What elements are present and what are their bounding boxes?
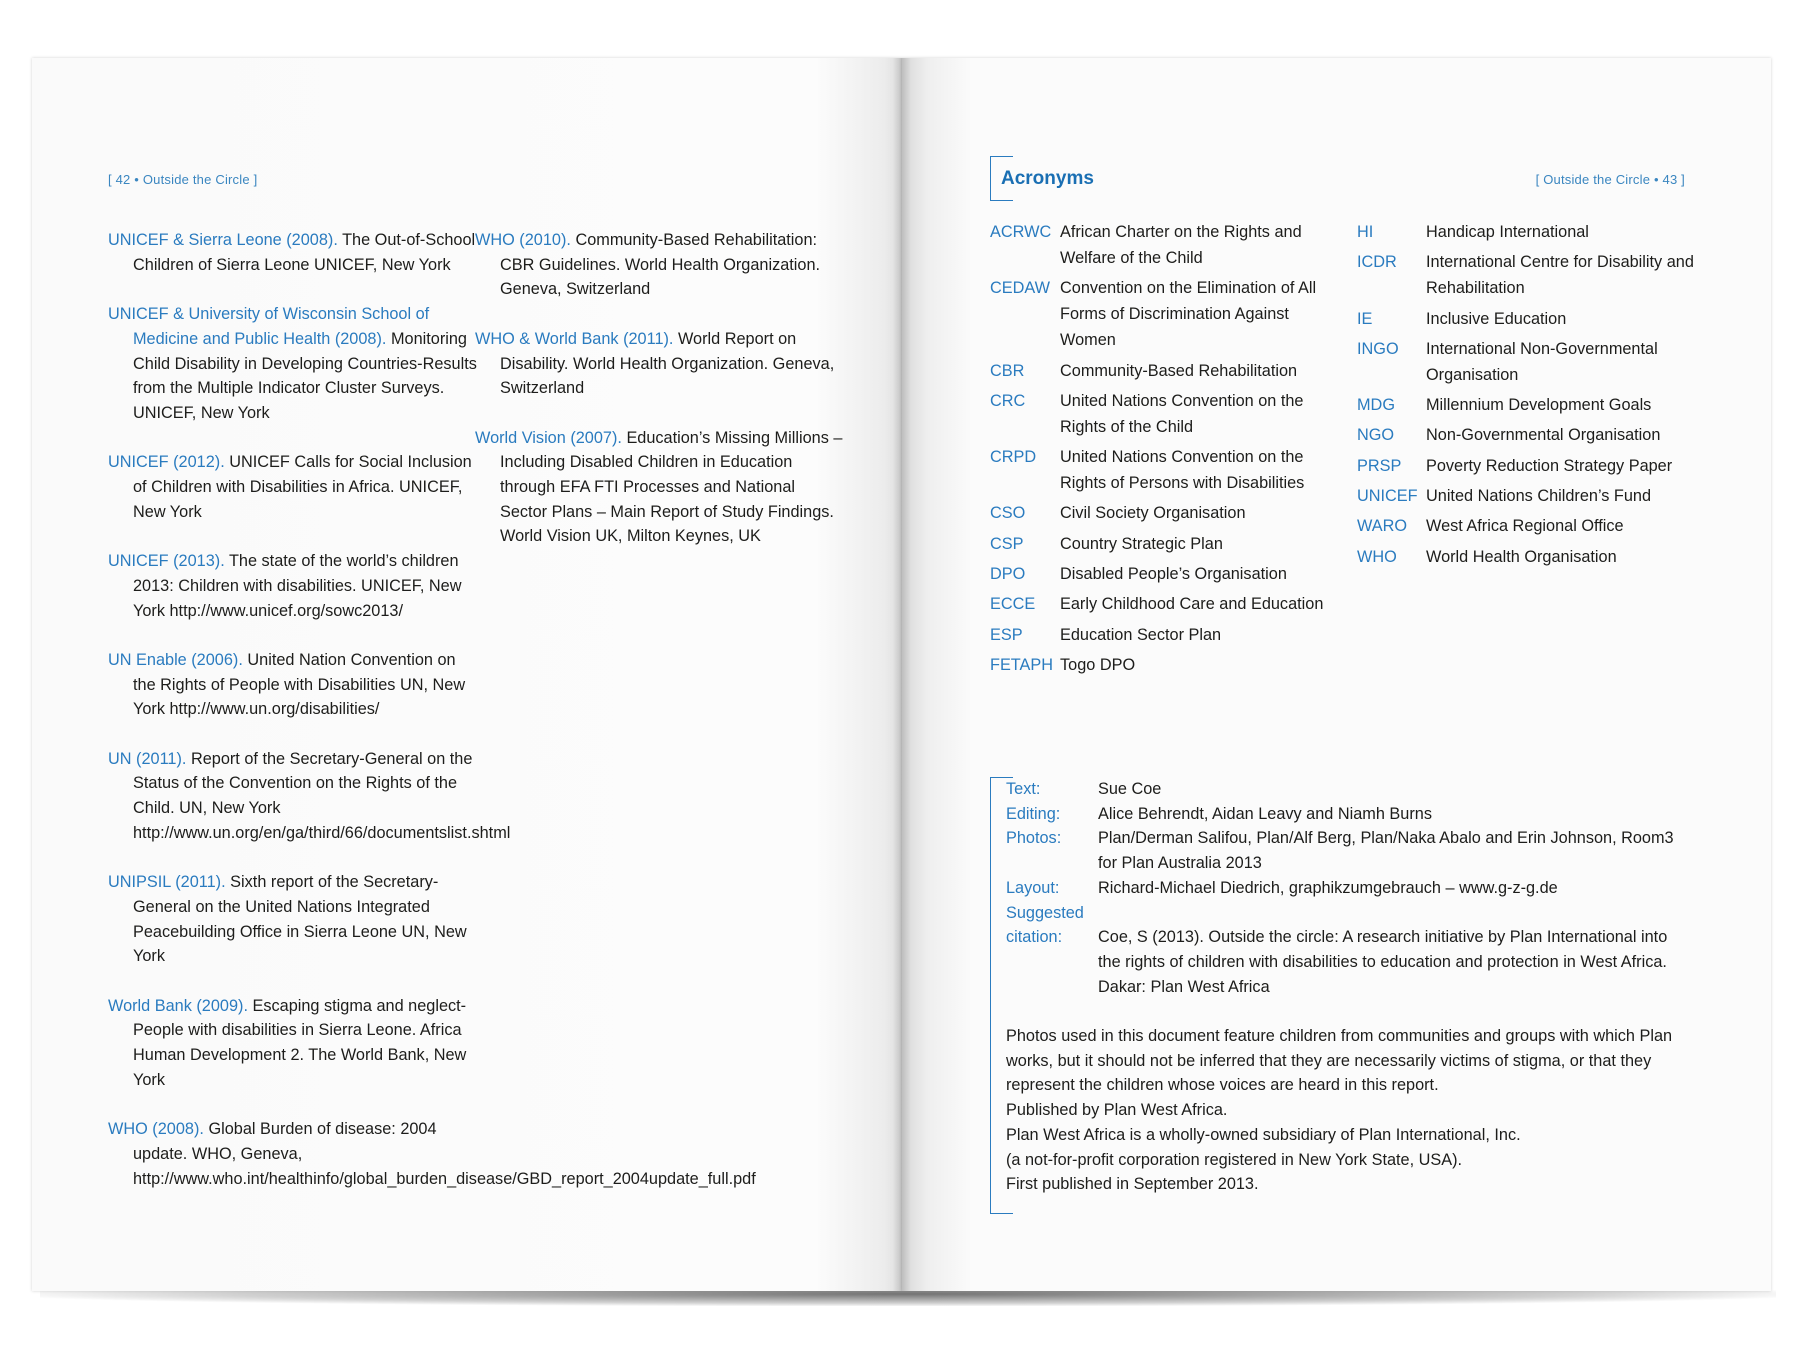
reference-citation: UNIPSIL (2011). [108,873,226,892]
acronym-row [1357,483,1697,509]
reference-citation: UN Enable (2006). [108,650,243,669]
publication-note: Plan West Africa is a wholly-owned subsidiary of Plan International, Inc. [1006,1125,1521,1144]
credit-row [1006,777,1690,802]
reference-citation: WHO & World Bank (2011). [475,329,674,348]
acronym-abbreviation: MDG [1357,396,1395,415]
acronym-row [1357,336,1697,388]
acronym-row [990,531,1330,557]
acronym-definition: World Health Organisation [1426,547,1617,566]
publication-note: (a not-for-profit corporation registered in New York State, USA). [1006,1150,1463,1169]
publication-notes [1006,1024,1690,1197]
acronym-row [1357,219,1697,245]
acronym-definition: Education Sector Plan [1060,625,1222,644]
acronym-row [1357,453,1697,479]
acronym-row [1357,422,1697,448]
reference-entry [108,870,478,969]
acronym-row [1357,249,1697,301]
acronym-abbreviation: ECCE [990,595,1036,614]
acronyms-column-2 [1357,219,1697,574]
acronym-abbreviation: WHO [1357,547,1397,566]
acronym-row [990,444,1330,496]
acronym-abbreviation: ICDR [1357,253,1397,272]
acronym-row [990,652,1330,678]
acronym-definition: International Centre for Disability and Rehabilitation [1426,253,1694,298]
acronym-abbreviation: IE [1357,309,1373,328]
acronym-abbreviation: ACRWC [990,223,1052,241]
acronym-abbreviation: INGO [1357,339,1399,358]
acronym-definition: Civil Society Organisation [1060,504,1246,523]
credit-label: Editing: [1006,804,1061,823]
acronym-abbreviation: CRC [990,391,1026,410]
acronym-abbreviation: WARO [1357,517,1408,536]
acronym-definition: Country Strategic Plan [1060,534,1223,553]
book-spine [893,58,911,1291]
acronym-row [1357,544,1697,570]
reference-citation: WHO (2008). [108,1120,204,1139]
credit-value: Sue Coe [1098,780,1162,798]
acronym-abbreviation: HI [1357,223,1374,241]
acronym-abbreviation: CSO [990,504,1026,523]
acronyms-heading: Acronyms [990,156,1094,201]
acronym-abbreviation: CBR [990,361,1025,380]
credit-value: Coe, S (2013). Outside the circle: A research initiative by Plan International into the rights of children with disabilities to education and protection in West Africa. Dakar: Plan West Africa [1098,928,1668,996]
reference-citation: World Vision (2007). [475,428,622,447]
acronym-abbreviation: PRSP [1357,456,1402,475]
credit-row [1006,901,1690,926]
reference-body: UNICEF Calls for Social Inclusion of Children with Disabilities in Africa. UNICEF, New York [133,453,472,521]
running-head-right: [ Outside the Circle • 43 ] [1535,172,1685,187]
acronym-row [990,219,1330,271]
acronym-definition: Millennium Development Goals [1426,396,1652,415]
acronym-definition: Inclusive Education [1426,309,1567,328]
acronym-definition: United Nations Convention on the Rights of the Child [1060,391,1304,436]
credit-label: Photos: [1006,829,1062,848]
reference-body: Community-Based Rehabilitation: CBR Guidelines. World Health Organization. Geneva, Switzerland [500,231,821,299]
acronym-row [990,622,1330,648]
reference-entry [108,549,478,623]
credit-row [1006,826,1690,875]
publication-note: Published by Plan West Africa. [1006,1101,1228,1120]
credit-value [1098,901,1690,926]
credits-box [990,777,1690,1214]
credit-label: Text: [1006,780,1041,798]
reference-entry [108,648,478,722]
reference-body: Sixth report of the Secretary-General on the United Nations Integrated Peacebuilding Office in Sierra Leone UN, New York [133,873,467,966]
running-head-left: [ 42 • Outside the Circle ] [108,172,258,187]
acronym-abbreviation: NGO [1357,426,1395,445]
references-column-2 [475,228,843,574]
reference-entry [108,228,478,277]
reference-citation: UNICEF (2012). [108,453,225,472]
reference-entry [108,1117,756,1191]
reference-entry [108,994,478,1093]
reference-entry [475,228,843,302]
credits-list [1006,777,1690,999]
left-page [32,58,902,1291]
reference-body: The state of the world’s children 2013: Children with disabilities. UNICEF, New York http://www.unicef.org/sowc2013/ [133,552,462,620]
acronym-row [990,358,1330,384]
acronym-abbreviation: CRPD [990,448,1037,467]
acronym-abbreviation: CSP [990,534,1024,553]
acronym-definition: African Charter on the Rights and Welfare of the Child [1060,223,1302,267]
credit-value: Alice Behrendt, Aidan Leavy and Niamh Burns [1098,804,1432,823]
reference-citation: WHO (2010). [475,231,571,249]
acronym-row [990,500,1330,526]
reference-body: The Out-of-School Children of Sierra Leone UNICEF, New York [133,231,476,274]
reference-citation: World Bank (2009). [108,996,248,1015]
acronym-definition: Disabled People’s Organisation [1060,565,1287,584]
acronym-definition: West Africa Regional Office [1426,517,1624,536]
credit-label: Suggested [1006,903,1084,922]
publication-note: Photos used in this document feature children from communities and groups with which Plan works, but it should not be inferred that they are necessarily victims of stigma, or that they represent the children whose voices are heard in this report. [1006,1027,1673,1095]
acronym-abbreviation: UNICEF [1357,487,1418,506]
acronym-definition: Convention on the Elimination of All Forms of Discrimination Against Women [1060,279,1317,350]
acronym-definition: Togo DPO [1060,655,1136,674]
reference-entry [108,747,511,846]
acronym-row [990,591,1330,617]
reference-citation: UNICEF & Sierra Leone (2008). [108,231,338,249]
acronym-row [990,561,1330,587]
credit-label: Layout: [1006,878,1060,897]
acronym-definition: Community-Based Rehabilitation [1060,361,1298,380]
acronym-definition: International Non-Governmental Organisation [1426,339,1658,384]
acronym-definition: Poverty Reduction Strategy Paper [1426,456,1673,475]
reference-entry [475,327,843,401]
reference-body: Education’s Missing Millions – Including Disabled Children in Education through EFA FTI Processes and National Sector Plans – Main Report of Study Findings. World Vision UK, Milton Keynes, UK [500,428,843,546]
reference-body: World Report on Disability. World Health Organization. Geneva, Switzerland [500,329,835,398]
reference-body: United Nation Convention on the Rights of People with Disabilities UN, New York http://www.un.org/disabilities/ [133,650,466,719]
reference-citation: UN (2011). [108,749,187,768]
publication-note: First published in September 2013. [1006,1175,1259,1194]
acronym-definition: Early Childhood Care and Education [1060,595,1324,614]
reference-entry [108,450,478,524]
reference-body: Global Burden of disease: 2004 update. WHO, Geneva, http://www.who.int/healthinfo/global_burden_disease/GBD_report_2004update_full.pdf [133,1120,756,1188]
credit-value: Richard-Michael Diedrich, graphikzumgebrauch – www.g-z-g.de [1098,878,1558,897]
acronym-abbreviation: DPO [990,565,1026,584]
credit-row [1006,876,1690,901]
credit-row [1006,925,1690,999]
reference-entry [475,426,843,550]
acronym-definition: Handicap International [1426,223,1589,241]
acronym-definition: United Nations Convention on the Rights of Persons with Disabilities [1060,448,1305,493]
acronym-row [1357,306,1697,332]
acronym-row [1357,392,1697,418]
reference-entry [108,302,478,426]
credit-value: Plan/Derman Salifou, Plan/Alf Berg, Plan/Naka Abalo and Erin Johnson, Room3 for Plan Australia 2013 [1098,829,1674,873]
reference-body: Monitoring Child Disability in Developing Countries-Results from the Multiple Indicator Cluster Surveys. UNICEF, New York [133,329,477,422]
reference-citation: UNICEF & University of Wisconsin School of Medicine and Public Health (2008). [108,305,430,348]
reference-body: Report of the Secretary-General on the Status of the Convention on the Rights of the Child. UN, New York http://www.un.org/en/ga/third/66/documentslist.shtml [133,749,511,842]
acronym-definition: Non-Governmental Organisation [1426,426,1661,445]
acronym-row [1357,513,1697,539]
acronym-row [990,388,1330,440]
acronym-abbreviation: CEDAW [990,279,1050,298]
acronym-abbreviation: FETAPH [990,655,1054,674]
reference-citation: UNICEF (2013). [108,552,225,571]
credit-label: citation: [1006,928,1063,947]
credit-row [1006,802,1690,827]
reference-body: Escaping stigma and neglect- People with disabilities in Sierra Leone. Africa Human Development 2. The World Bank, New York [133,996,467,1089]
acronym-row [990,275,1330,353]
acronym-abbreviation: ESP [990,625,1023,644]
acronyms-column-1 [990,219,1330,682]
acronym-definition: United Nations Children’s Fund [1426,487,1652,506]
